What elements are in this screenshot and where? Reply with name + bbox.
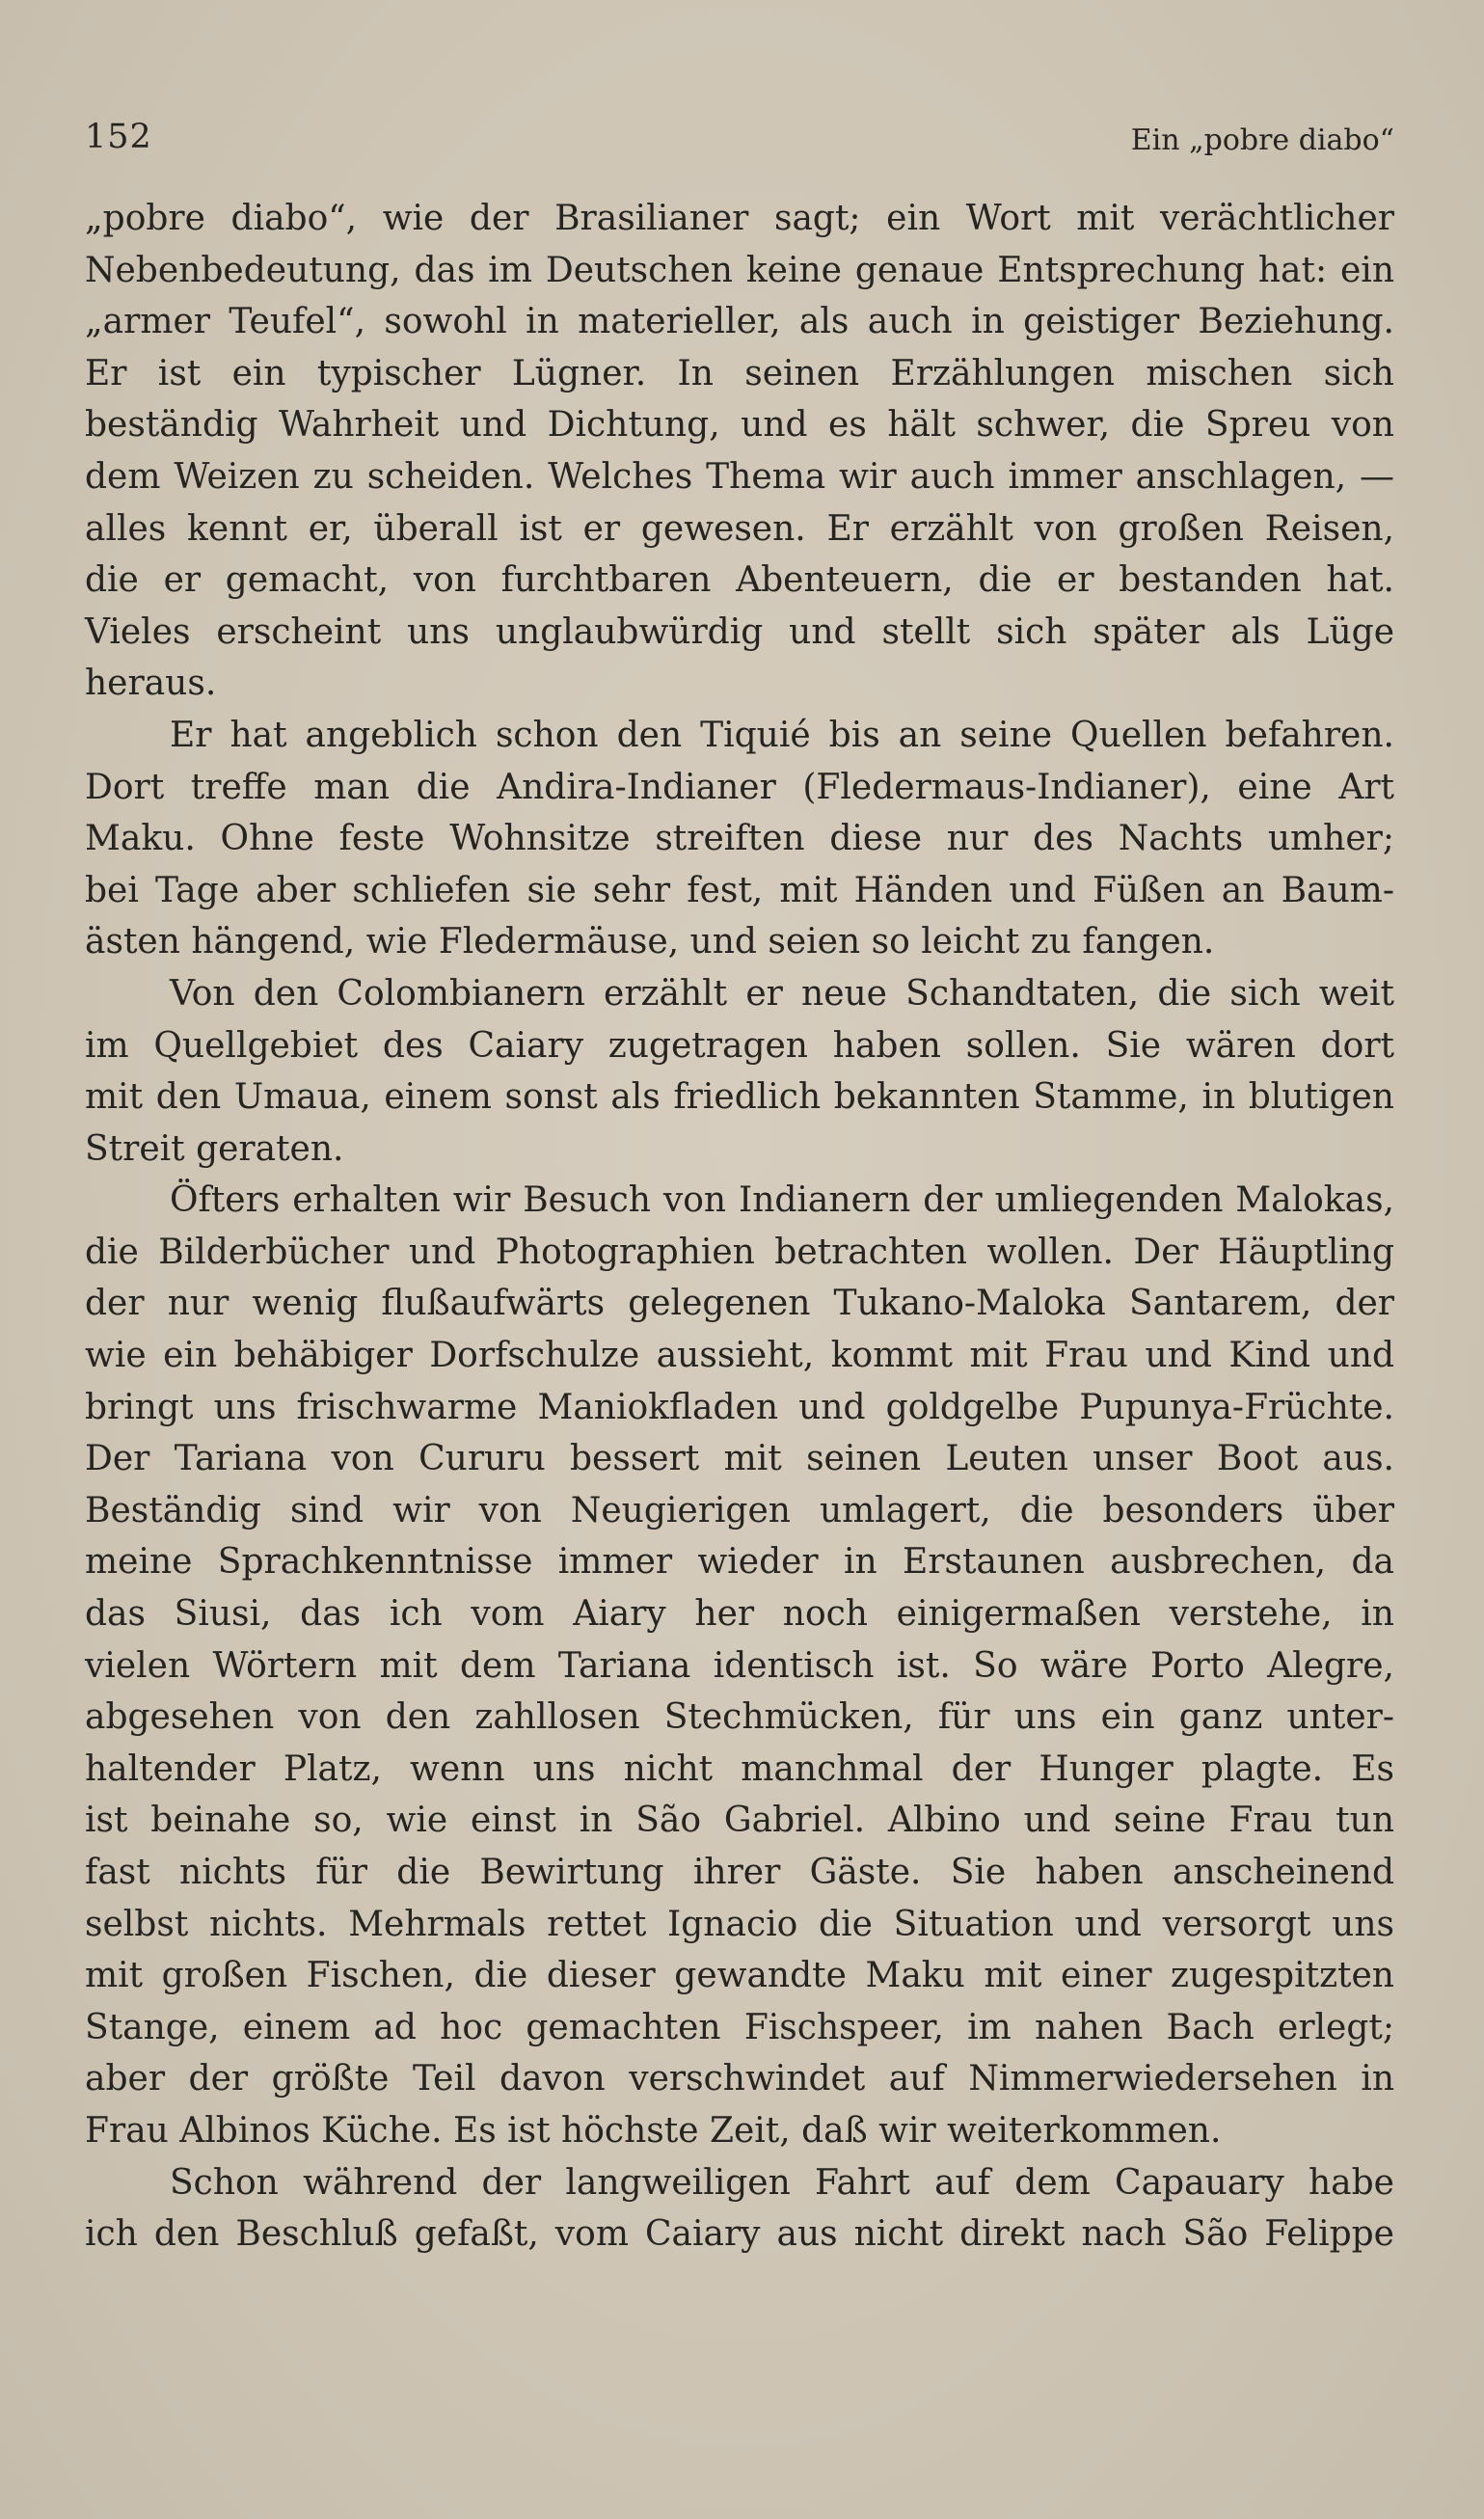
text-line: Beständig sind wir von Neugierigen umlagert, die besonders über (85, 1490, 1394, 1530)
body-text (85, 193, 1394, 2261)
page-header (85, 118, 1394, 166)
text-line: aber der größte Teil davon verschwindet auf Nimmerwiedersehen in (85, 2059, 1394, 2099)
text-line: die er gemacht, von furchtbaren Abenteuern, die er bestanden hat. (85, 560, 1394, 601)
text-line: beständig Wahrheit und Dichtung, und es hält schwer, die Spreu von (85, 405, 1394, 446)
text-line: vielen Wörtern mit dem Tariana identisch ist. So wäre Porto Alegre, (85, 1645, 1394, 1686)
text-line: mit den Umaua, einem sonst als friedlich bekannten Stamme, in blutigen (85, 1077, 1394, 1118)
text-line: Von den Colombianern erzählt er neue Schandtaten, die sich weit (170, 973, 1394, 1014)
text-line: das Siusi, das ich vom Aiary her noch einigermaßen verstehe, in (85, 1594, 1394, 1635)
paragraph (85, 2157, 1394, 2261)
text-line: selbst nichts. Mehrmals rettet Ignacio die Situation und versorgt uns (85, 1904, 1394, 1944)
text-line: fast nichts für die Bewirtung ihrer Gäste. Sie haben anscheinend (85, 1853, 1394, 1892)
text-line: „armer Teufel“, sowohl in materieller, als auch in geistiger Beziehung. (85, 302, 1394, 342)
running-head: Ein „pobre diabo“ (1130, 123, 1394, 157)
text-line: abgesehen von den zahllosen Stechmücken, für uns ein ganz unter- (85, 1697, 1394, 1738)
text-line: mit großen Fischen, die dieser gewandte Maku mit einer zugespitzten (85, 1956, 1394, 1996)
paragraph (85, 193, 1394, 710)
text-line: Streit geraten. (85, 1128, 344, 1169)
text-line: heraus. (85, 664, 217, 704)
text-line: ästen hängend, wie Fledermäuse, und seien so leicht zu fangen. (85, 922, 1215, 962)
text-line: dem Weizen zu scheiden. Welches Thema wir auch immer anschlagen, — (85, 456, 1394, 497)
text-line: ist beinahe so, wie einst in São Gabriel. Albino und seine Frau tun (85, 1801, 1394, 1841)
paragraph (85, 968, 1394, 1175)
text-line: der nur wenig flußaufwärts gelegenen Tukano-Maloka Santarem, der (85, 1284, 1394, 1324)
page-number: 152 (85, 118, 152, 156)
text-line: Dort treffe man die Andira-Indianer (Fledermaus-Indianer), eine Art (85, 767, 1394, 807)
text-line: Er ist ein typischer Lügner. In seinen Erzählungen mischen sich (85, 353, 1394, 393)
text-line: im Quellgebiet des Caiary zugetragen haben sollen. Sie wären dort (85, 1025, 1394, 1066)
text-line: meine Sprachkenntnisse immer wieder in Erstaunen ausbrechen, da (85, 1542, 1394, 1583)
text-line: Maku. Ohne feste Wohnsitze streiften diese nur des Nachts umher; (85, 819, 1394, 859)
paragraph (85, 1175, 1394, 2156)
text-line: Öfters erhalten wir Besuch von Indianern der umliegenden Malokas, (170, 1180, 1394, 1221)
text-line: alles kennt er, überall ist er gewesen. Er erzählt von großen Reisen, (85, 508, 1394, 549)
paragraph (85, 710, 1394, 968)
text-line: „pobre diabo“, wie der Brasilianer sagt; ein Wort mit verächtlicher (85, 199, 1394, 238)
text-line: Nebenbedeutung, das im Deutschen keine genaue Entsprechung hat: ein (85, 250, 1394, 290)
text-line: wie ein behäbiger Dorfschulze aussieht, kommt mit Frau und Kind und (85, 1336, 1394, 1376)
text-line: Stange, einem ad hoc gemachten Fischspeer, im nahen Bach erlegt; (85, 2007, 1394, 2047)
text-line: haltender Platz, wenn uns nicht manchmal der Hunger plagte. Es (85, 1748, 1394, 1789)
text-line: Vieles erscheint uns unglaubwürdig und stellt sich später als Lüge (85, 611, 1394, 652)
text-line: Frau Albinos Küche. Es ist höchste Zeit, daß wir weiterkommen. (85, 2110, 1222, 2151)
text-line: die Bilderbücher und Photographien betrachten wollen. Der Häuptling (85, 1232, 1394, 1272)
text-line: Er hat angeblich schon den Tiquié bis an seine Quellen befahren. (170, 715, 1394, 755)
text-line: Schon während der langweiligen Fahrt auf dem Capauary habe (170, 2162, 1394, 2203)
text-line: Der Tariana von Cururu bessert mit seinen Leuten unser Boot aus. (85, 1439, 1394, 1479)
text-line: ich den Beschluß gefaßt, vom Caiary aus nicht direkt nach São Felippe (85, 2214, 1394, 2255)
text-line: bei Tage aber schliefen sie sehr fest, mit Händen und Füßen an Baum- (85, 870, 1394, 910)
text-line: bringt uns frischwarme Maniokfladen und goldgelbe Pupunya-Früchte. (85, 1387, 1394, 1427)
